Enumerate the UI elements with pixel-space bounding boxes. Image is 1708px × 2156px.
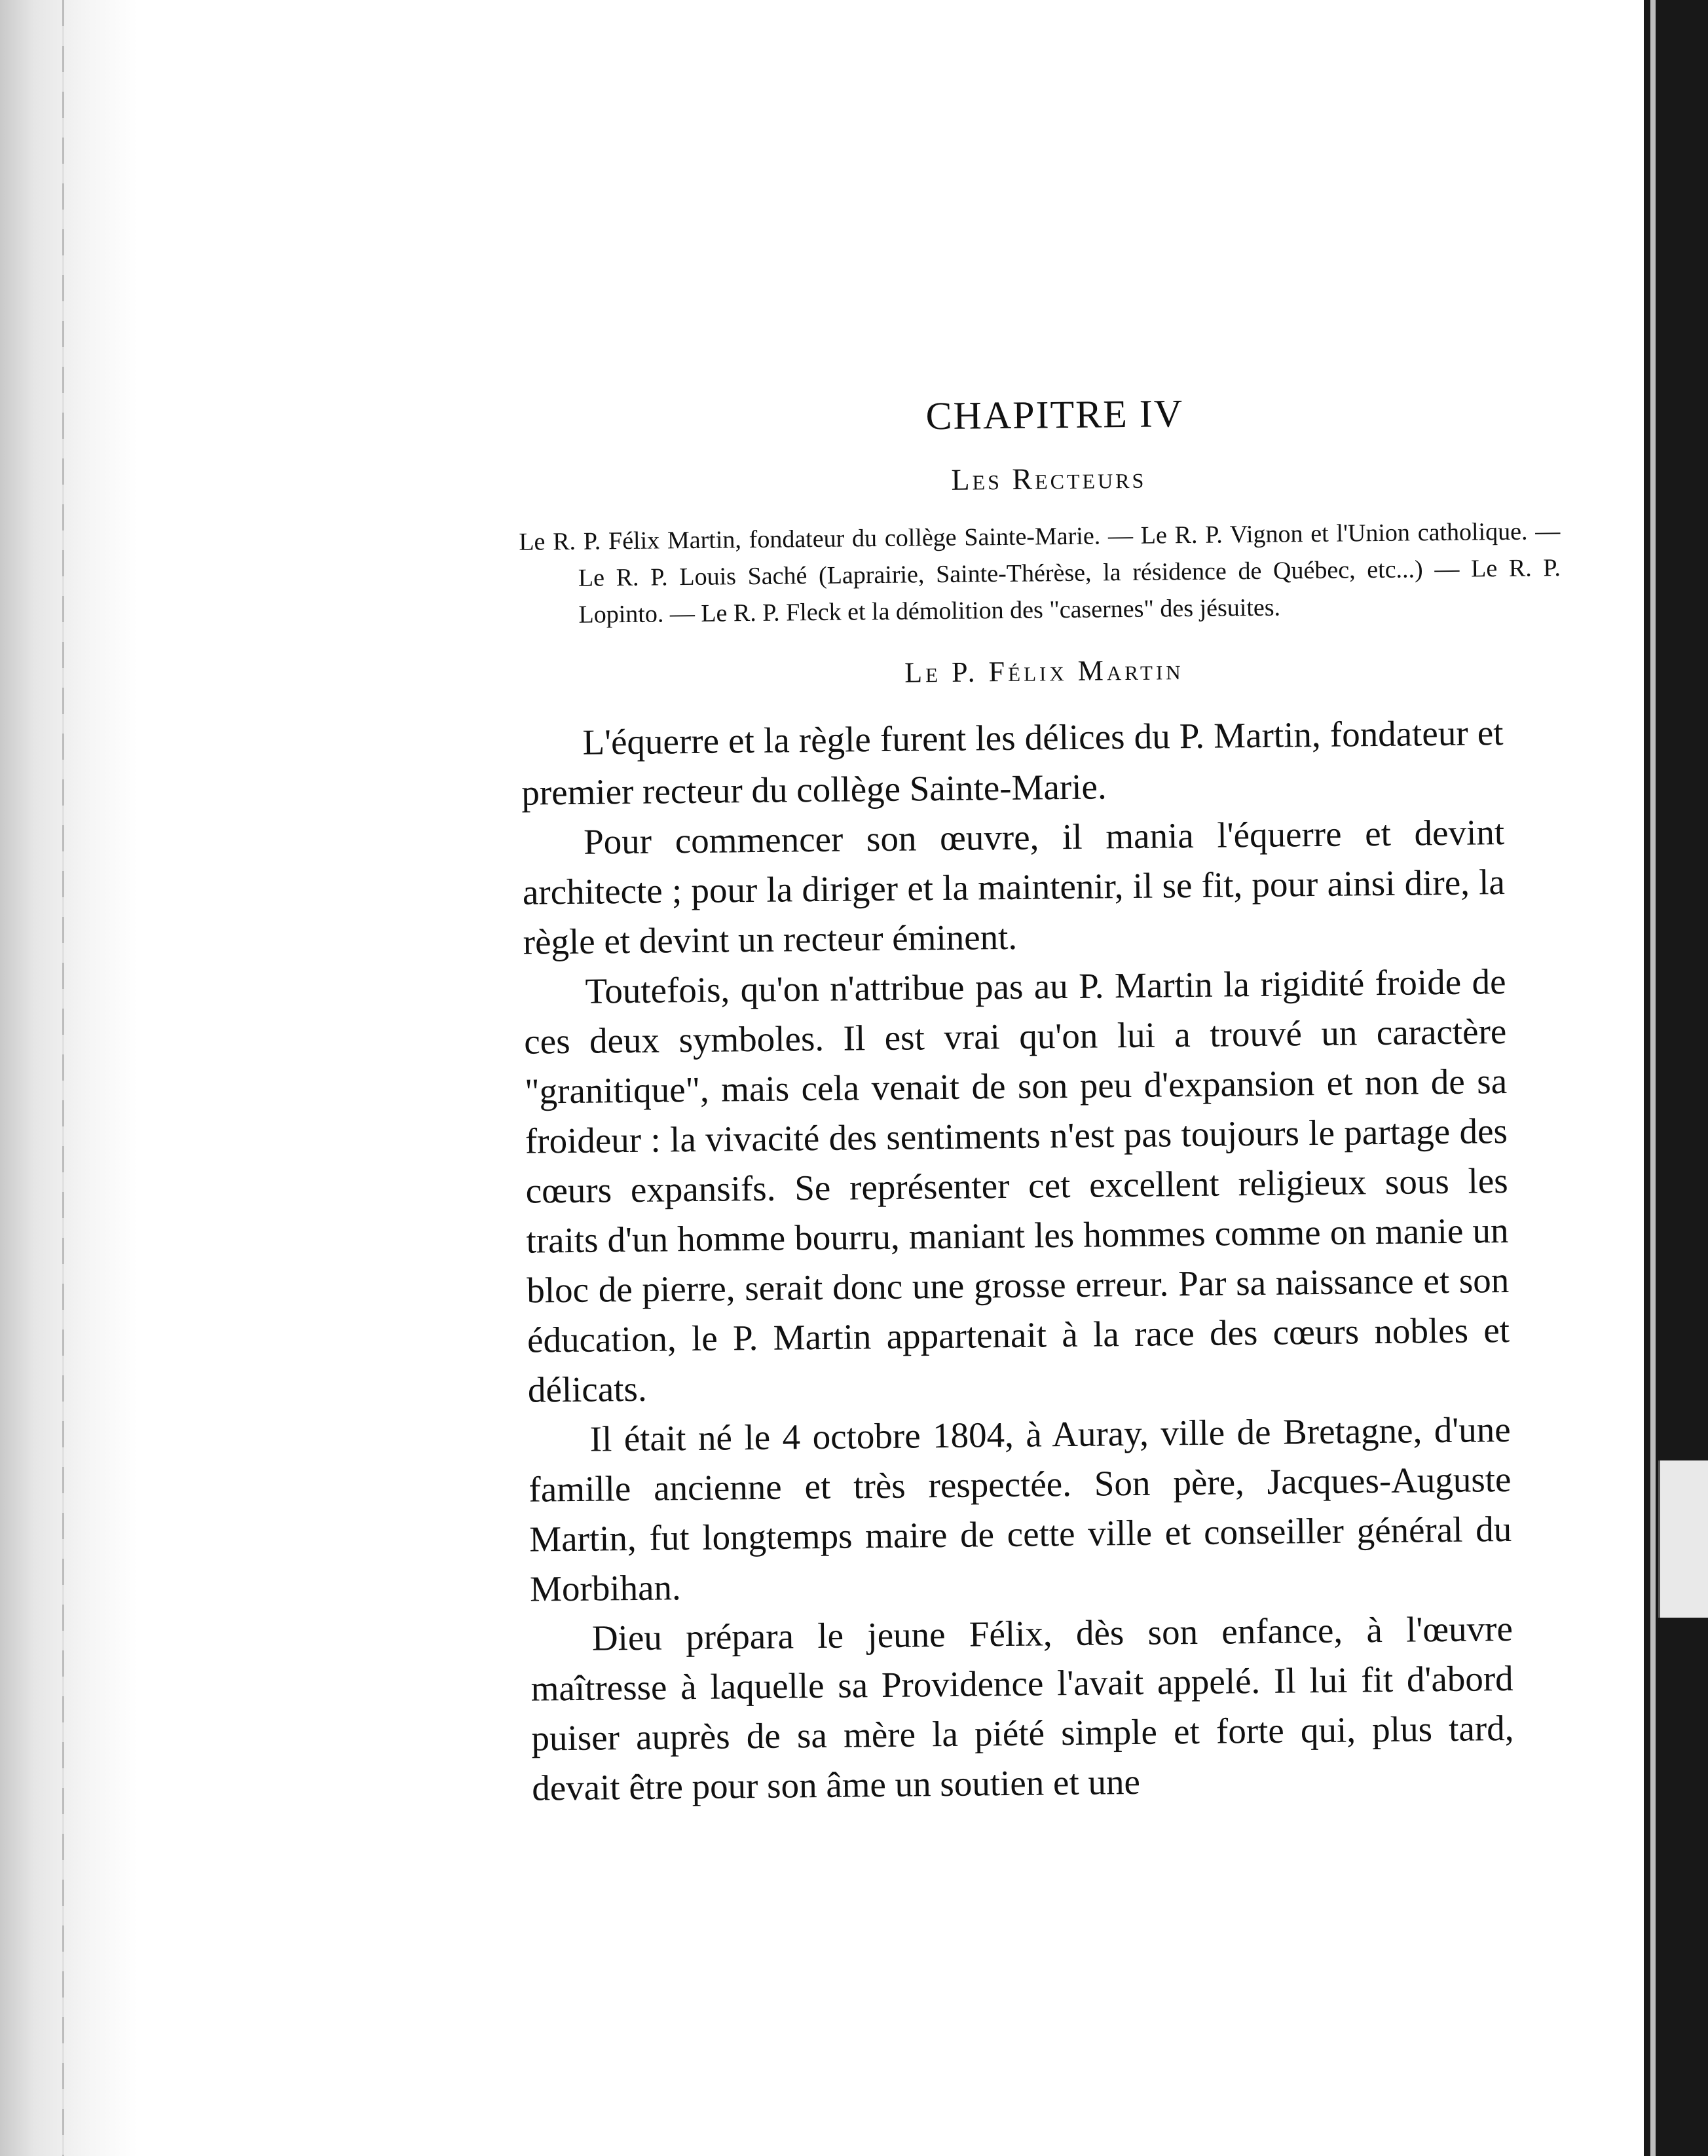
paragraph: L'équerre et la règle furent les délices du P. Martin, fondateur et premier recteur du collège Sainte-Marie. (521, 713, 1504, 813)
paragraph: Dieu prépara le jeune Félix, dès son enfance, à l'œuvre maîtresse à laquelle sa Providence l'avait appelé. Il lui fit d'abord puiser auprès de sa mère la piété simple et forte qui, plus tard, devait être pour son âme un soutien et une (530, 1608, 1514, 1808)
book-left-edge (0, 0, 138, 2156)
section-heading: Les Recteurs (951, 460, 1147, 496)
body-text (521, 708, 1514, 1813)
paragraph: Toutefois, qu'on n'attribue pas au P. Martin la rigidité froide de ces deux symboles. Il est vrai qu'on lui a trouvé un caractère "granitique", mais cela venait de son peu d'expansion et non de sa froideur : la vivacité des sentiments n'est pas toujours le partage des cœurs expansifs. Se représenter cet excellent religieux sous les traits d'un homme bourru, maniant les hommes comme on manie un bloc de pierre, serait donc une grosse erreur. Par sa naissance et son éducation, le P. Martin appartenait à la race des cœurs nobles et délicats. (524, 961, 1510, 1410)
chapter-summary: Le R. P. Félix Martin, fondateur du collège Sainte-Marie. — Le R. P. Vignon et l'Union catholique. — Le R. P. Louis Saché (Laprairie, Sainte-Thérèse, la résidence de Québec, etc...) — Le R. P. Lopinto. — Le R. P. Fleck et la démolition des "casernes" des jésuites. (519, 517, 1561, 629)
section-subheading: Le P. Félix Martin (904, 654, 1184, 689)
paragraph: Il était né le 4 octobre 1804, à Auray, ville de Bretagne, d'une famille ancienne et très respectée. Son père, Jacques-Auguste Martin, fut longtemps maire de cette ville et conseiller général du Morbihan. (529, 1409, 1512, 1609)
book-binding (1644, 0, 1708, 2156)
binding-inset (1658, 1460, 1708, 1618)
paragraph: Pour commencer son œuvre, il mania l'équerre et devint architecte ; pour la diriger et la maintenir, il se fit, pour ainsi dire, la règle et devint un recteur éminent. (522, 812, 1506, 962)
chapter-title: CHAPITRE IV (925, 392, 1184, 438)
binding-edge-highlight (1650, 0, 1656, 2156)
book-page (498, 388, 1561, 1970)
